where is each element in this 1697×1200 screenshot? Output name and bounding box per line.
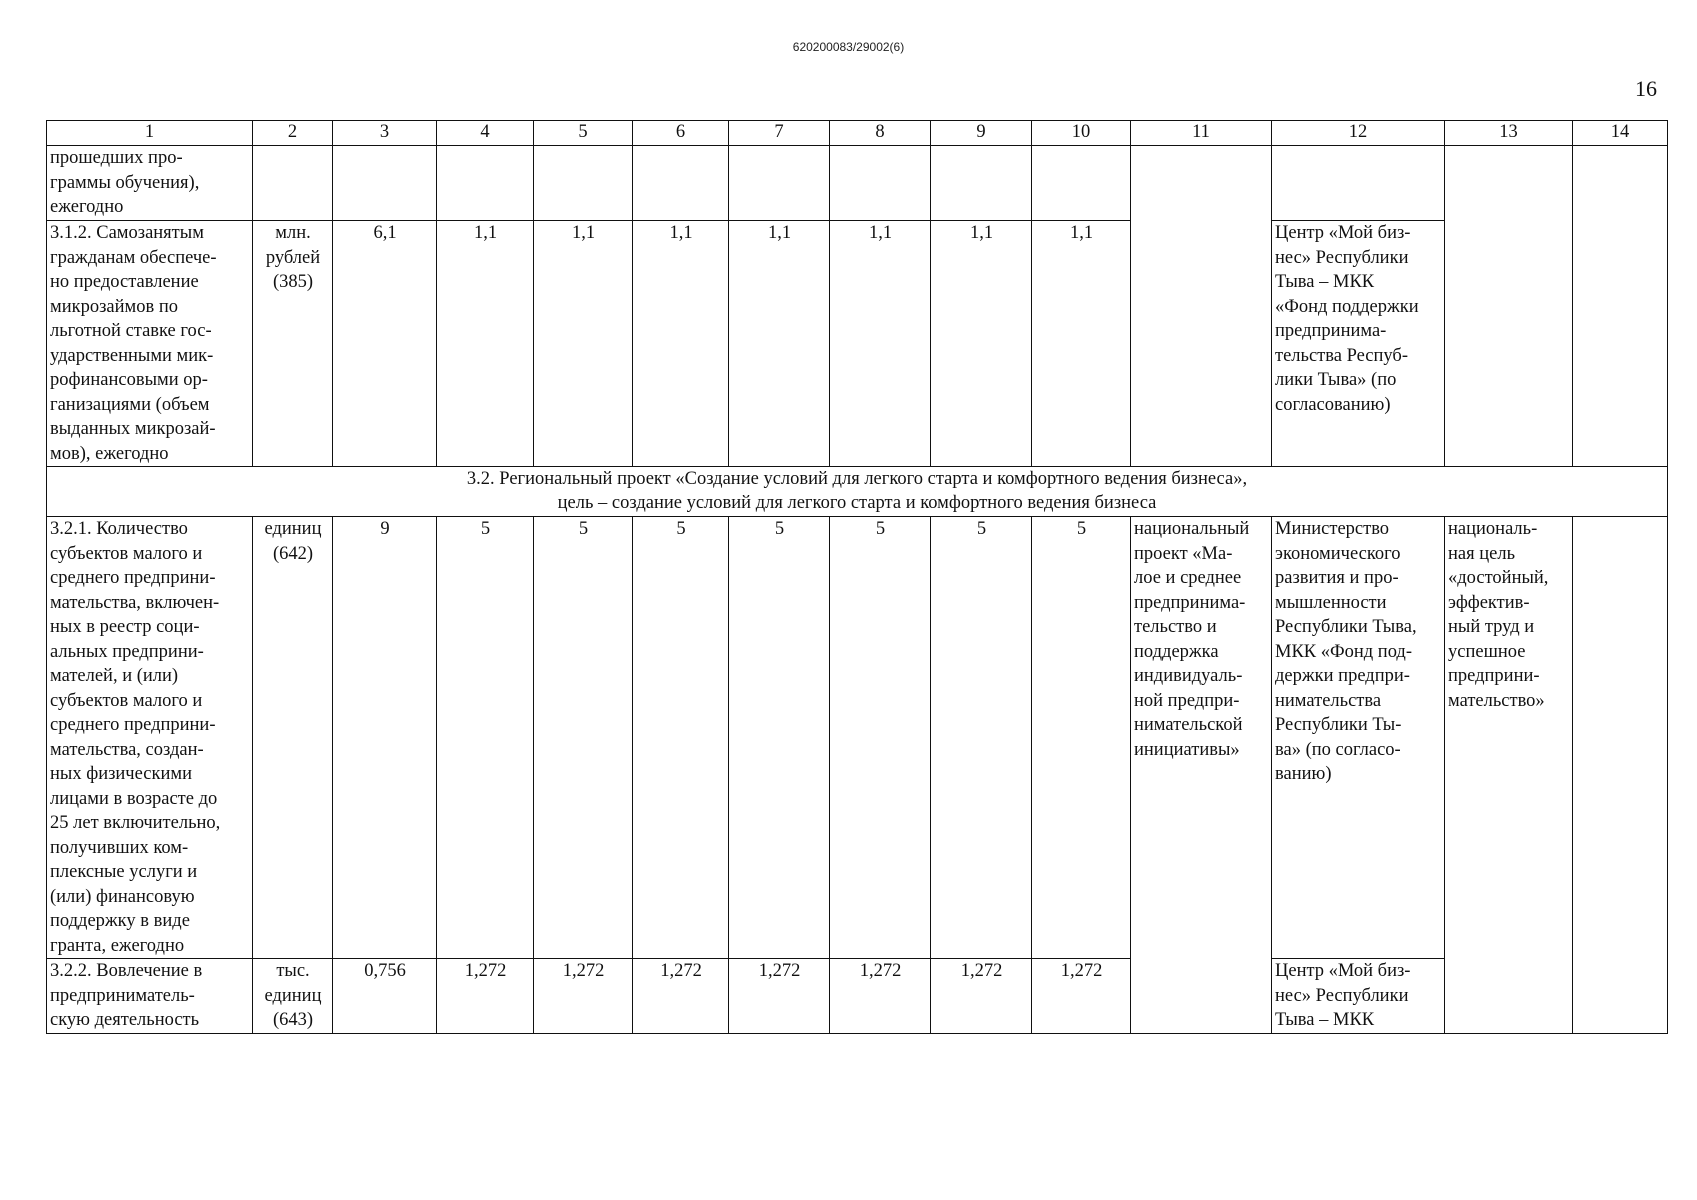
national-project-cell: [1131, 146, 1272, 467]
table-cell: [1573, 517, 1668, 1034]
national-goal-cell: [1445, 146, 1573, 467]
value-cell: 1,1: [1032, 221, 1131, 467]
table-cell: [729, 146, 830, 221]
value-cell: 1,272: [931, 959, 1032, 1034]
column-header: 14: [1573, 121, 1668, 146]
unit-cell: единиц (642): [253, 517, 333, 959]
unit-cell: млн. рублей (385): [253, 221, 333, 467]
page-number: 16: [1635, 76, 1657, 101]
value-cell: 1,1: [830, 221, 931, 467]
column-header: 3: [333, 121, 437, 146]
column-header: 4: [437, 121, 534, 146]
value-cell: 1,272: [830, 959, 931, 1034]
indicator-name: прошедших про- граммы обучения), ежегодно: [47, 146, 253, 221]
value-cell: 1,1: [437, 221, 534, 467]
value-cell: 1,1: [729, 221, 830, 467]
column-header: 5: [534, 121, 633, 146]
indicator-name: 3.2.2. Вовлечение в предприниматель- скую деятельность: [47, 959, 253, 1034]
value-cell: 5: [437, 517, 534, 959]
table-row: [47, 146, 1668, 221]
value-cell: 9: [333, 517, 437, 959]
table-cell: [931, 146, 1032, 221]
column-header: 6: [633, 121, 729, 146]
section-row: [47, 467, 1668, 517]
value-cell: 5: [633, 517, 729, 959]
indicator-name: 3.2.1. Количество субъектов малого и среднего предприни- мательства, включен- ных в реестр соци- альных предприни- мателей, и (или) субъектов малого и среднего предприни- мательства, создан- ных физическими лицами в возрасте до 25 лет включительно, получивших ком- плексные услуги и (или) финансовую поддержку в виде гранта, ежегодно: [47, 517, 253, 959]
table-cell: [830, 146, 931, 221]
value-cell: 1,272: [729, 959, 830, 1034]
table-cell: [333, 146, 437, 221]
national-goal-cell: националь- ная цель «достойный, эффектив- ный труд и успешное предприни- мательство»: [1445, 517, 1573, 1034]
value-cell: 0,756: [333, 959, 437, 1034]
value-cell: 6,1: [333, 221, 437, 467]
indicators-table: [46, 120, 1668, 1034]
column-header: 1: [47, 121, 253, 146]
responsible-cell: Центр «Мой биз- нес» Республики Тыва – МКК: [1272, 959, 1445, 1034]
value-cell: 1,1: [534, 221, 633, 467]
table-row: [47, 959, 1668, 1034]
responsible-cell: Министерство экономического развития и про- мышленности Республики Тыва, МКК «Фонд под- держки предпри- нимательства Республики Ты- ва» (по согласо- ванию): [1272, 517, 1445, 959]
document-code: 620200083/29002(6): [792, 40, 905, 54]
column-header: 9: [931, 121, 1032, 146]
table-cell: [437, 146, 534, 221]
column-header: 7: [729, 121, 830, 146]
table-row: [47, 517, 1668, 959]
indicator-name: 3.1.2. Самозанятым гражданам обеспече- но предоставление микрозаймов по льготной ставке гос- ударственными мик- рофинансовыми ор- ганизациями (объем выданных микрозай- мов), ежегодно: [47, 221, 253, 467]
section-title: 3.2. Региональный проект «Создание условий для легкого старта и комфортного ведения бизнеса», цель – создание условий для легкого старта и комфортного ведения бизнеса: [47, 467, 1668, 517]
table-row: [47, 221, 1668, 467]
column-header: 13: [1445, 121, 1573, 146]
table-cell: [633, 146, 729, 221]
value-cell: 5: [931, 517, 1032, 959]
unit-cell: тыс. единиц (643): [253, 959, 333, 1034]
value-cell: 1,272: [1032, 959, 1131, 1034]
table-cell: [1032, 146, 1131, 221]
table-cell: [1573, 146, 1668, 467]
value-cell: 1,272: [437, 959, 534, 1034]
value-cell: 1,1: [931, 221, 1032, 467]
responsible-cell: Центр «Мой биз- нес» Республики Тыва – МКК «Фонд поддержки предпринима- тельства Респуб- лики Тыва» (по согласованию): [1272, 221, 1445, 467]
table-cell: [253, 146, 333, 221]
value-cell: 5: [729, 517, 830, 959]
column-header: 11: [1131, 121, 1272, 146]
table-cell: [1272, 146, 1445, 221]
value-cell: 1,1: [633, 221, 729, 467]
column-header: 2: [253, 121, 333, 146]
value-cell: 5: [534, 517, 633, 959]
column-header: 12: [1272, 121, 1445, 146]
value-cell: 5: [830, 517, 931, 959]
value-cell: 5: [1032, 517, 1131, 959]
value-cell: 1,272: [633, 959, 729, 1034]
value-cell: 1,272: [534, 959, 633, 1034]
column-header: 8: [830, 121, 931, 146]
column-header: 10: [1032, 121, 1131, 146]
column-number-row: [47, 121, 1668, 146]
national-project-cell: национальный проект «Ма- лое и среднее предпринима- тельство и поддержка индивидуаль- ной предпри- нимательской инициативы»: [1131, 517, 1272, 1034]
table-cell: [534, 146, 633, 221]
